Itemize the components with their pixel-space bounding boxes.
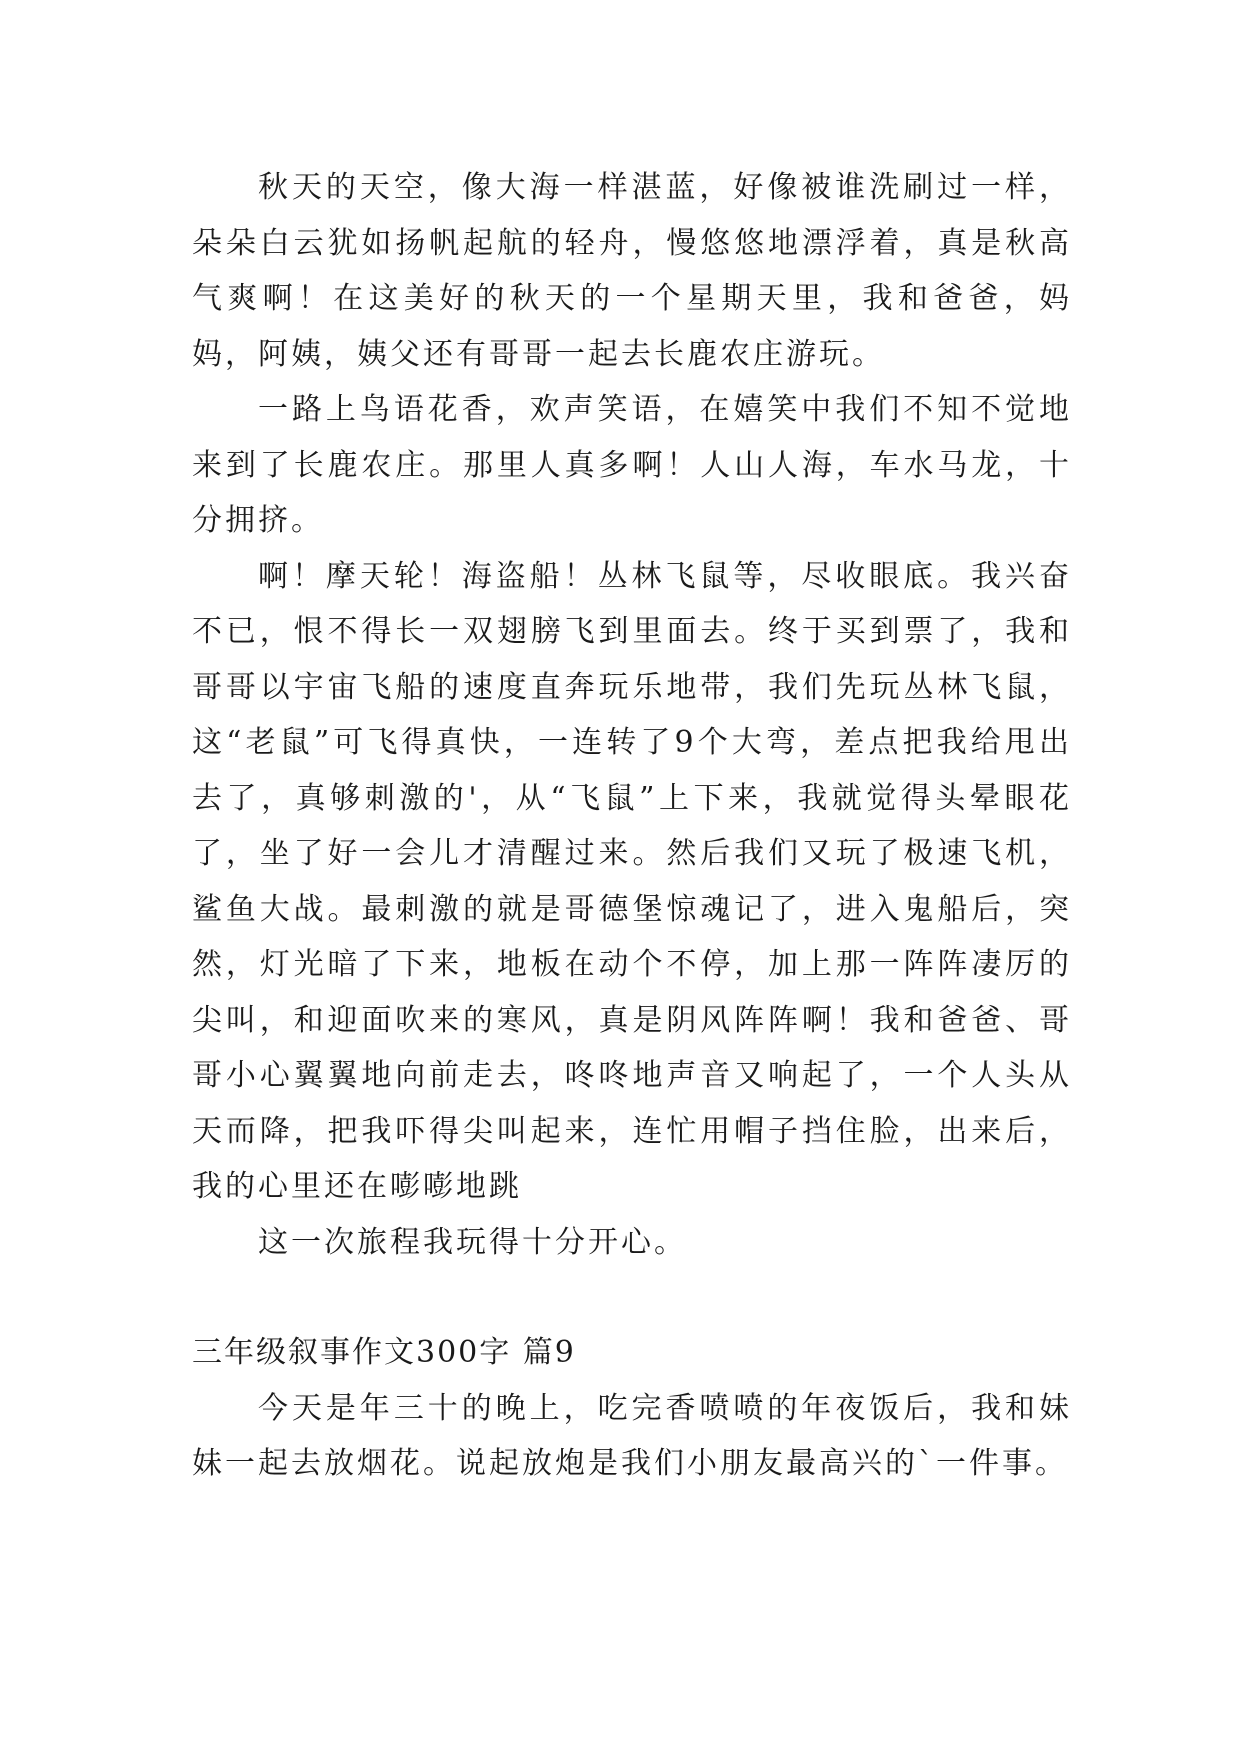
- paragraph: 秋天的天空，像大海一样湛蓝，好像被谁洗刷过一样，朵朵白云犹如扬帆起航的轻舟，慢悠悠地漂浮着，真是秋高气爽啊！在这美好的秋天的一个星期天里，我和爸爸，妈妈，阿姨，姨父还有哥哥一起去长鹿农庄游玩。: [192, 170, 1072, 372]
- paragraph: 一路上鸟语花香，欢声笑语，在嬉笑中我们不知不觉地来到了长鹿农庄。那里人真多啊！人山人海，车水马龙，十分拥挤。: [192, 392, 1072, 538]
- document-page: [192, 160, 1072, 1492]
- paragraph: 这一次旅程我玩得十分开心。: [258, 1224, 687, 1260]
- paragraph: 今天是年三十的晚上，吃完香喷喷的年夜饭后，我和妹妹一起去放烟花。说起放炮是我们小朋友最高兴的`一件事。: [192, 1390, 1072, 1481]
- section-heading: 三年级叙事作文300字 篇9: [192, 1335, 576, 1370]
- paragraph: 啊！摩天轮！海盗船！丛林飞鼠等，尽收眼底。我兴奋不已，恨不得长一双翅膀飞到里面去。终于买到票了，我和哥哥以宇宙飞船的速度直奔玩乐地带，我们先玩丛林飞鼠，这“老鼠”可飞得真快，一连转了9个大弯，差点把我给甩出去了，真够刺激的'，从“飞鼠”上下来，我就觉得头晕眼花了，坐了好一会儿才清醒过来。然后我们又玩了极速飞机，鲨鱼大战。最刺激的就是哥德堡惊魂记了，进入鬼船后，突然，灯光暗了下来，地板在动个不停，加上那一阵阵凄厉的尖叫，和迎面吹来的寒风，真是阴风阵阵啊！我和爸爸、哥哥小心翼翼地向前走去，咚咚地声音又响起了，一个人头从天而降，把我吓得尖叫起来，连忙用帽子挡住脸，出来后，我的心里还在嘭嘭地跳: [192, 558, 1072, 1204]
